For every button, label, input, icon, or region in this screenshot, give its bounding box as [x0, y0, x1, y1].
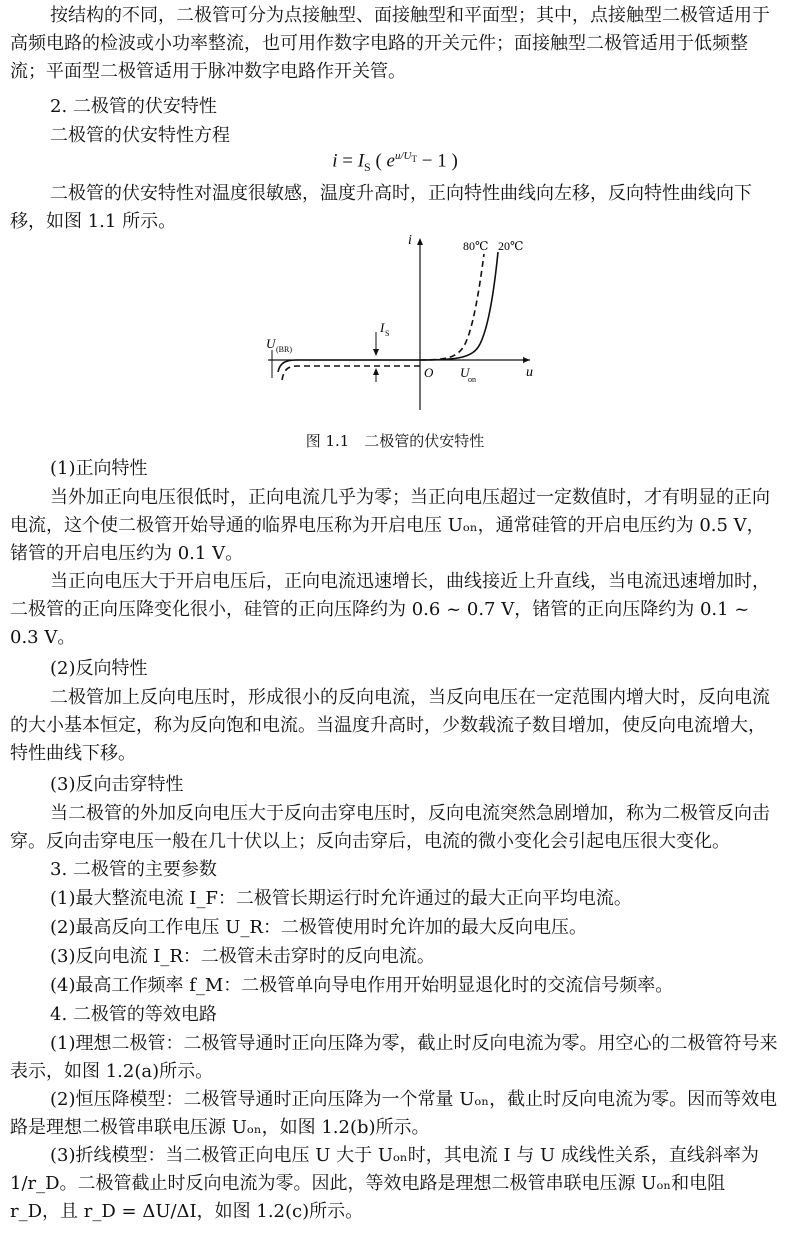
paragraph-diode-types: 按结构的不同，二极管可分为点接触型、面接触型和平面型；其中，点接触型二极管适用于高频电路的检波或小功率整流，也可用作数字电路的开关元件；面接触型二极管适用于低频整流；平面型二极管适用于脉冲数字电路作开关管。 — [10, 5, 770, 82]
paragraph-forward-2: 当正向电压大于开启电压后，正向电流迅速增长，曲线接近上升直线，当电流迅速增加时，二极管的正向压降变化很小，硅管的正向压降约为 0.6 ~ 0.7 V，锗管的正向压降约为 0.1 ~ 0.3 V。 — [10, 571, 770, 648]
temp-high-label: 80℃ — [463, 239, 489, 253]
paragraph-reverse: 二极管加上反向电压时，形成很小的反向电流，当反向电压在一定范围内增大时，反向电流的大小基本恒定，称为反向饱和电流。当温度升高时，少数载流子数目增加，使反向电流增大，特性曲线下移。 — [10, 687, 770, 764]
u-axis-arrow-icon — [523, 357, 530, 363]
reverse-curve-80c — [282, 366, 420, 380]
svg-text:I: I — [380, 320, 385, 335]
svg-text:S: S — [385, 329, 390, 338]
is-arrow-down-icon — [373, 349, 379, 356]
paragraph-temperature-effect: 二极管的伏安特性对温度很敏感，温度升高时，正向特性曲线向左移，反向特性曲线向下移，如图 1.1 所示。 — [10, 183, 752, 232]
section-heading-iv-characteristics: 2. 二极管的伏安特性 — [50, 96, 217, 117]
model-constant-drop: (2)恒压降模型：二极管导通时正向压降为一个常量 Uₒₙ，截止时反向电流为零。因而等效电路是理想二极管串联电压源 Uₒₙ，如图 1.2(b)所示。 — [10, 1089, 778, 1138]
figure-iv-characteristic — [258, 232, 538, 422]
svg-text:U: U — [266, 336, 276, 351]
model-piecewise-linear: (3)折线模型：当二极管正向电压 U 大于 Uₒₙ时，其电流 I 与 U 成线性关系，直线斜率为 1/r_D。二极管截止时反向电流为零。因此，等效电路是理想二极管串联电压源 Uₒₙ和电阻 r_D，且 r_D = ΔU/ΔI，如图 1.2(c)所示。 — [10, 1145, 765, 1222]
u-on-label — [460, 365, 476, 384]
forward-curve-80c — [420, 254, 484, 360]
model-ideal-diode: (1)理想二极管：二极管导通时正向压降为零，截止时反向电流为零。用空心的二极管符号来表示，如图 1.2(a)所示。 — [10, 1033, 778, 1082]
forward-curve-20c — [420, 252, 498, 360]
origin-label: O — [424, 365, 434, 380]
heading-breakdown-characteristic: (3)反向击穿特性 — [50, 774, 184, 795]
svg-text:U: U — [460, 365, 470, 380]
section-heading-parameters: 3. 二极管的主要参数 — [50, 859, 217, 880]
param-max-frequency: (4)最高工作频率 f_M：二极管单向导电作用开始明显退化时的交流信号频率。 — [50, 975, 674, 996]
i-axis-arrow-icon — [417, 238, 423, 245]
heading-reverse-characteristic: (2)反向特性 — [50, 658, 148, 679]
svg-text:(BR): (BR) — [276, 345, 292, 354]
u-axis-label: u — [526, 365, 533, 380]
paragraph-breakdown: 当二极管的外加反向电压大于反向击穿电压时，反向电流突然急剧增加，称为二极管反向击穿。反向击穿电压一般在几十伏以上；反向击穿后，电流的微小变化会引起电压很大变化。 — [10, 803, 770, 852]
paragraph-iv-equation-intro: 二极管的伏安特性方程 — [50, 125, 230, 146]
temp-low-label: 20℃ — [498, 239, 524, 253]
heading-forward-characteristic: (1)正向特性 — [50, 458, 148, 479]
u-br-label — [266, 336, 292, 354]
iv-equation: $i = I_S$ ( $e^{u/U_T} - 1$ ) — [332, 150, 458, 175]
is-label — [379, 320, 389, 338]
paragraph-forward-1: 当外加正向电压很低时，正向电流几乎为零；当正向电压超过一定数值时，才有明显的正向电流，这个使二极管开始导通的临界电压称为开启电压 Uₒₙ，通常硅管的开启电压约为 0.5 V，锗管的开启电压约为 0.1 V。 — [10, 487, 770, 564]
svg-text:on: on — [468, 375, 476, 384]
param-reverse-current: (3)反向电流 I_R：二极管未击穿时的反向电流。 — [50, 946, 435, 967]
i-axis-label: i — [408, 233, 412, 248]
section-heading-equivalent-circuit: 4. 二极管的等效电路 — [50, 1004, 217, 1025]
param-max-reverse-voltage: (2)最高反向工作电压 U_R：二极管使用时允许加的最大反向电压。 — [50, 917, 587, 938]
param-max-rectified-current: (1)最大整流电流 I_F：二极管长期运行时允许通过的最大正向平均电流。 — [50, 888, 632, 909]
figure-caption: 图 1.1 二极管的伏安特性 — [305, 432, 485, 450]
shift-arrow-up-icon — [373, 368, 379, 375]
